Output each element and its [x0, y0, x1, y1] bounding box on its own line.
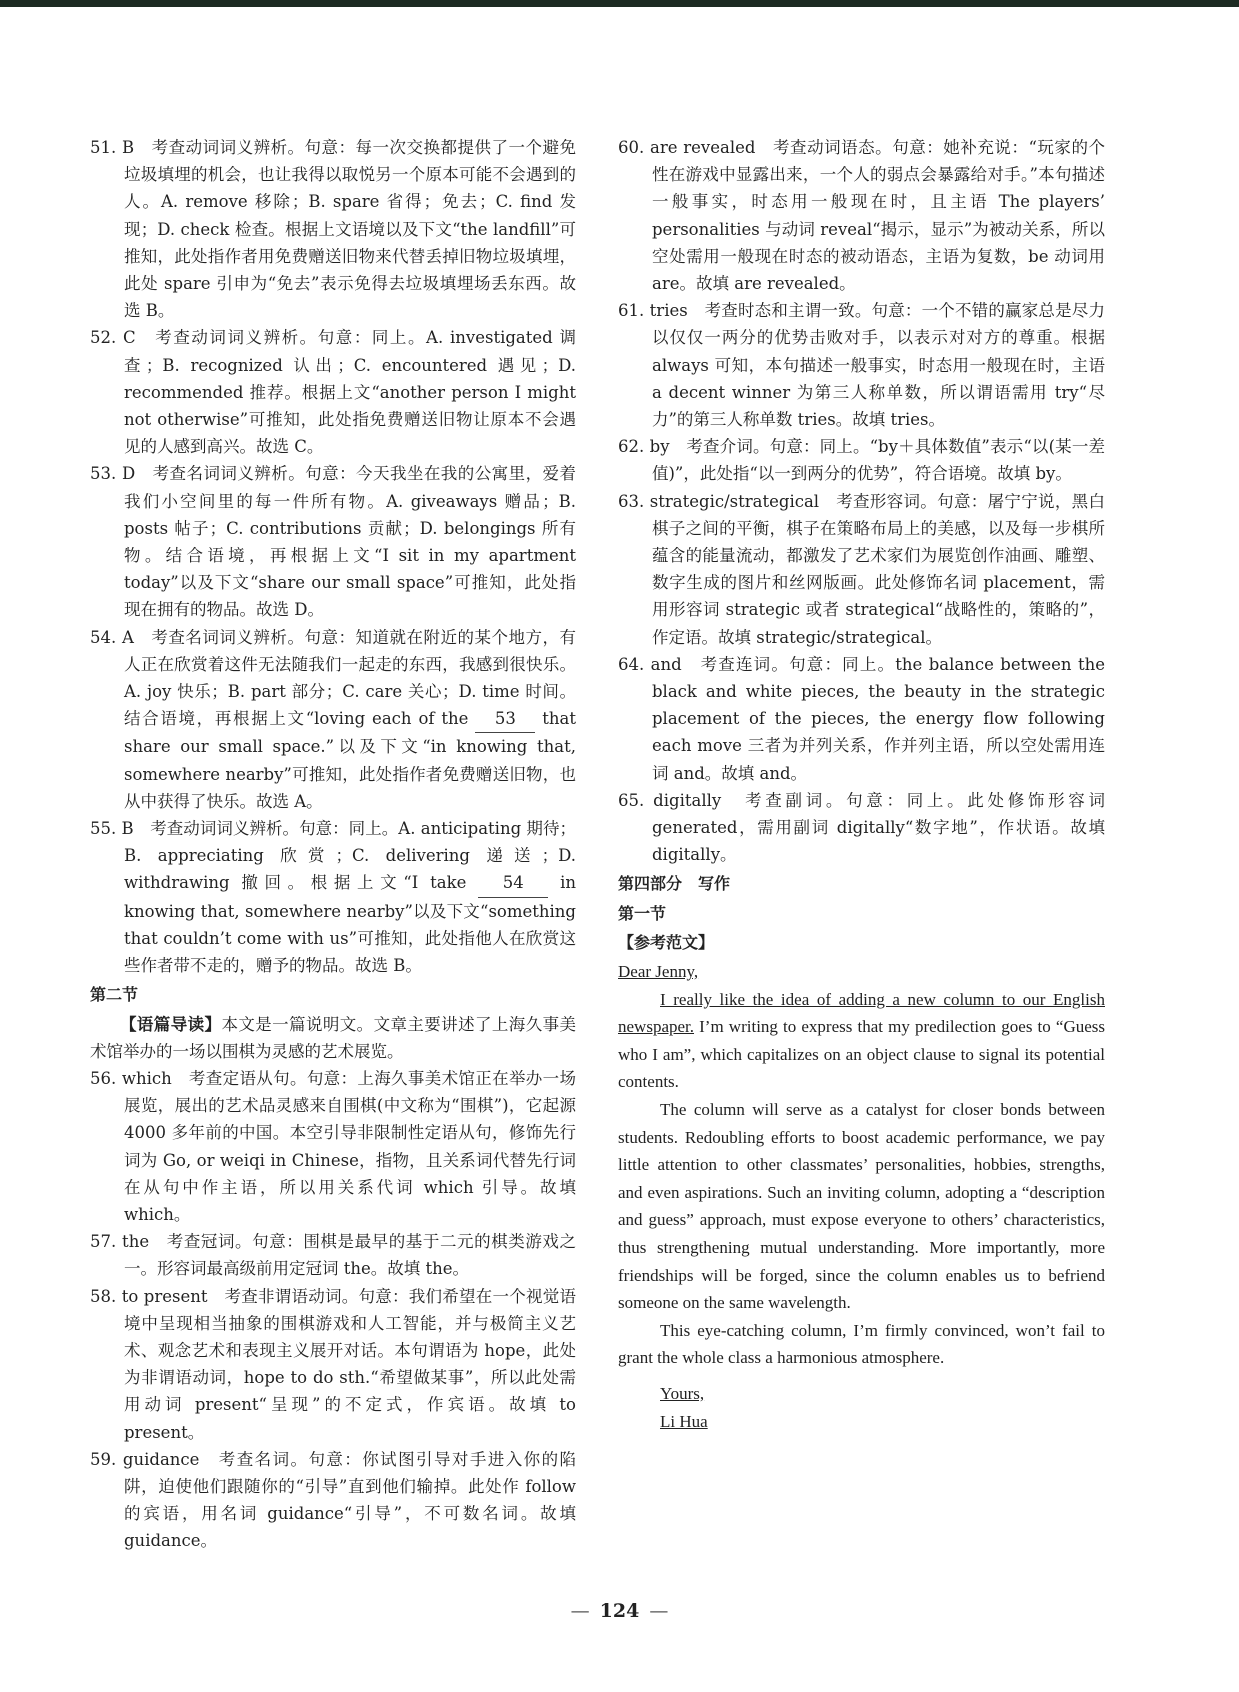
- blank-53: 53: [475, 705, 535, 733]
- answer-63: 63. strategic/strategical 考查形容词。句意：屠宁宁说，黑白棋子之间的平衡，棋子在策略布局上的美感，以及每一步棋所蕴含的能量流动，都激发了艺术家们为展览创作油画、雕塑、数字生成的图片和丝网版画。此处修饰名词 placement，需用形容词 strategic 或者 strategical“战略性的，策略的”，作定语。故填 strategic/strategical。: [618, 491, 1105, 647]
- footer-dash-left: —: [570, 1600, 590, 1622]
- answer-57: 57. the 考查冠词。句意：围棋是最早的基于二元的棋类游戏之一。形容词最高级前用定冠词 the。故填 the。: [90, 1232, 576, 1279]
- answer-64: 64. and 考查连词。句意：同上。the balance between the black and white pieces, the beauty in the strategic placement of the pieces, the energy flow following each move 三者为并列关系，作并列主语，所以空处需用连词 and。故填 and。: [618, 654, 1105, 783]
- right-column: [618, 134, 1105, 1435]
- intro-text: 本文是一篇说明文。文章主要讲述了上海久事美术馆举办的一场以围棋为灵感的艺术展览。: [90, 1014, 577, 1061]
- answer-55-part2: in knowing that, somewhere nearby”以及下文“something that couldn’t come with us”可推知，此处指他人在欣赏这些作者带不走的，赠予的物品。故选 B。: [124, 873, 576, 976]
- left-column: [90, 134, 576, 1555]
- passage-intro: [90, 1011, 576, 1065]
- essay-paragraph-1: [618, 986, 1105, 1096]
- essay-closing: Yours,: [660, 1384, 705, 1403]
- page-number-footer: [0, 1600, 1239, 1622]
- answer-55: [90, 815, 576, 979]
- answer-59: 59. guidance 考查名词。句意：你试图引导对手进入你的陷阱，迫使他们跟随你的“引导”直到他们输掉。此处作 follow 的宾语，用名词 guidance“引导”，不可数名词。故填 guidance。: [90, 1449, 576, 1551]
- answer-56: 56. which 考查定语从句。句意：上海久事美术馆正在举办一场展览，展出的艺术品灵感来自围棋(中文称为“围棋”)，它起源 4000 多年前的中国。本空引导非限制性定语从句，修饰先行词为 Go, or weiqi in Chinese，指物，且关系词代替先行词在从句中作主语，所以用关系代词 which 引导。故填 which。: [90, 1068, 576, 1224]
- page-number: 124: [599, 1600, 640, 1622]
- essay-paragraph-2: The column will serve as a catalyst for closer bonds between students. Redoubling efforts to boost academic performance, we pay little attention to other classmates’ personalities, hobbies, strengths, and even aspirations. Such an inviting column, adopting a “description and guess” approach, must expose everyone to others’ characteristics, thus strengthening mutual understanding. More importantly, more friendships will be forged, since the column enables us to befriend someone on the same wavelength.: [618, 1100, 1105, 1313]
- blank-54: 54: [478, 869, 548, 897]
- essay-paragraph-3: This eye-catching column, I’m firmly convinced, won’t fail to grant the whole class a harmonious atmosphere.: [618, 1320, 1105, 1368]
- answer-62: 62. by 考查介词。句意：同上。“by＋具体数值”表示“以(某一差值)”，此处指“以一到两分的优势”，符合语境。故填 by。: [618, 437, 1105, 484]
- essay-salutation: Dear Jenny,: [618, 962, 699, 982]
- sample-essay: [618, 958, 1105, 1435]
- answer-61: 61. tries 考查时态和主谓一致。句意：一个不错的赢家总是尽力以仅仅一两分的优势击败对手，以表示对对方的尊重。根据 always 可知，本句描述一般事实，时态用一般现在时，主语 a decent winner 为第三人称单数，所以谓语需用 try“尽力”的第三人称单数 tries。故填 tries。: [618, 301, 1105, 430]
- answer-60: 60. are revealed 考查动词语态。句意：她补充说：“玩家的个性在游戏中显露出来，一个人的弱点会暴露给对手。”本句描述一般事实，时态用一般现在时，且主语 The players’ personalities 与动词 reveal“揭示，显示”为被动关系，所以空处需用一般现在时态的被动语态，主语为复数，be 动词用 are。故填 are revealed。: [618, 138, 1105, 294]
- answer-52: 52. C 考查动词词义辨析。句意：同上。A. investigated 调查；B. recognized 认出；C. encountered 遇见；D. recommended 推荐。根据上文“another person I might not otherwise”可推知，此处指免费赠送旧物让原本不会遇见的人感到高兴。故选 C。: [90, 328, 576, 457]
- footer-dash-right: —: [649, 1600, 669, 1622]
- section-heading-1: 第一节: [618, 903, 667, 923]
- answer-55-part1: 55. B 考查动词词义辨析。句意：同上。A. anticipating 期待；B. appreciating 欣赏；C. delivering 递送；D. withdrawing 撤回。根据上文“I take: [90, 819, 576, 893]
- answer-54-part2: that share our small space.”以及下文“in knowing that, somewhere nearby”可推知，此处指作者免费赠送旧物，也从中获得了快乐。故选 A。: [124, 709, 576, 811]
- essay-p1-rest: I’m writing to express that my predilection goes to “Guess who I am”, which capitalizes on an object clause to signal its potential contents.: [618, 1017, 1105, 1092]
- answer-53: 53. D 考查名词词义辨析。句意：今天我坐在我的公寓里，爱着我们小空间里的每一件所有物。A. giveaways 赠品；B. posts 帖子；C. contributions 贡献；D. belongings 所有物。结合语境，再根据上文“I sit in my apartment today”以及下文“share our small space”可推知，此处指现在拥有的物品。故选 D。: [90, 464, 576, 620]
- essay-p1-underlined: I really like the idea of adding a new column to our English newspaper.: [618, 989, 1105, 1037]
- top-edge-bar: [0, 0, 1239, 7]
- part4-heading: 第四部分 写作: [618, 874, 731, 894]
- answer-51: 51. B 考查动词词义辨析。句意：每一次交换都提供了一个避免垃圾填埋的机会，也让我得以取悦另一个原本可能不会遇到的人。A. remove 移除；B. spare 省得；免去；C. find 发现；D. check 检查。根据上文语境以及下文“the landfill”可推知，此处指作者用免费赠送旧物来代替丢掉旧物垃圾填埋，此处 spare 引申为“免去”表示免得去垃圾填埋场丢东西。故选 B。: [90, 138, 576, 321]
- answer-54: [90, 624, 576, 815]
- section-heading-2: 第二节: [90, 985, 139, 1005]
- answer-54-part1: 54. A 考查名词词义辨析。句意：知道就在附近的某个地方，有人正在欣赏着这件无法随我们一起走的东西，我感到很快乐。A. joy 快乐；B. part 部分；C. care 关心；D. time 时间。结合语境，再根据上文“loving each of the: [90, 627, 576, 729]
- answer-58: 58. to present 考查非谓语动词。句意：我们希望在一个视觉语境中呈现相当抽象的围棋游戏和人工智能，并与极简主义艺术、观念艺术和表现主义展开对话。本句谓语为 hope，此处为非谓语动词，hope to do sth.“希望做某事”，所以此处需用动词 present“呈现”的不定式，作宾语。故填 to present。: [90, 1286, 576, 1442]
- answer-65: 65. digitally 考查副词。句意：同上。此处修饰形容词 generated，需用副词 digitally“数字地”，作状语。故填 digitally。: [618, 790, 1105, 865]
- sample-essay-label: 【参考范文】: [618, 932, 715, 952]
- essay-signature: Li Hua: [660, 1411, 708, 1431]
- intro-label: 【语篇导读】: [120, 1014, 222, 1034]
